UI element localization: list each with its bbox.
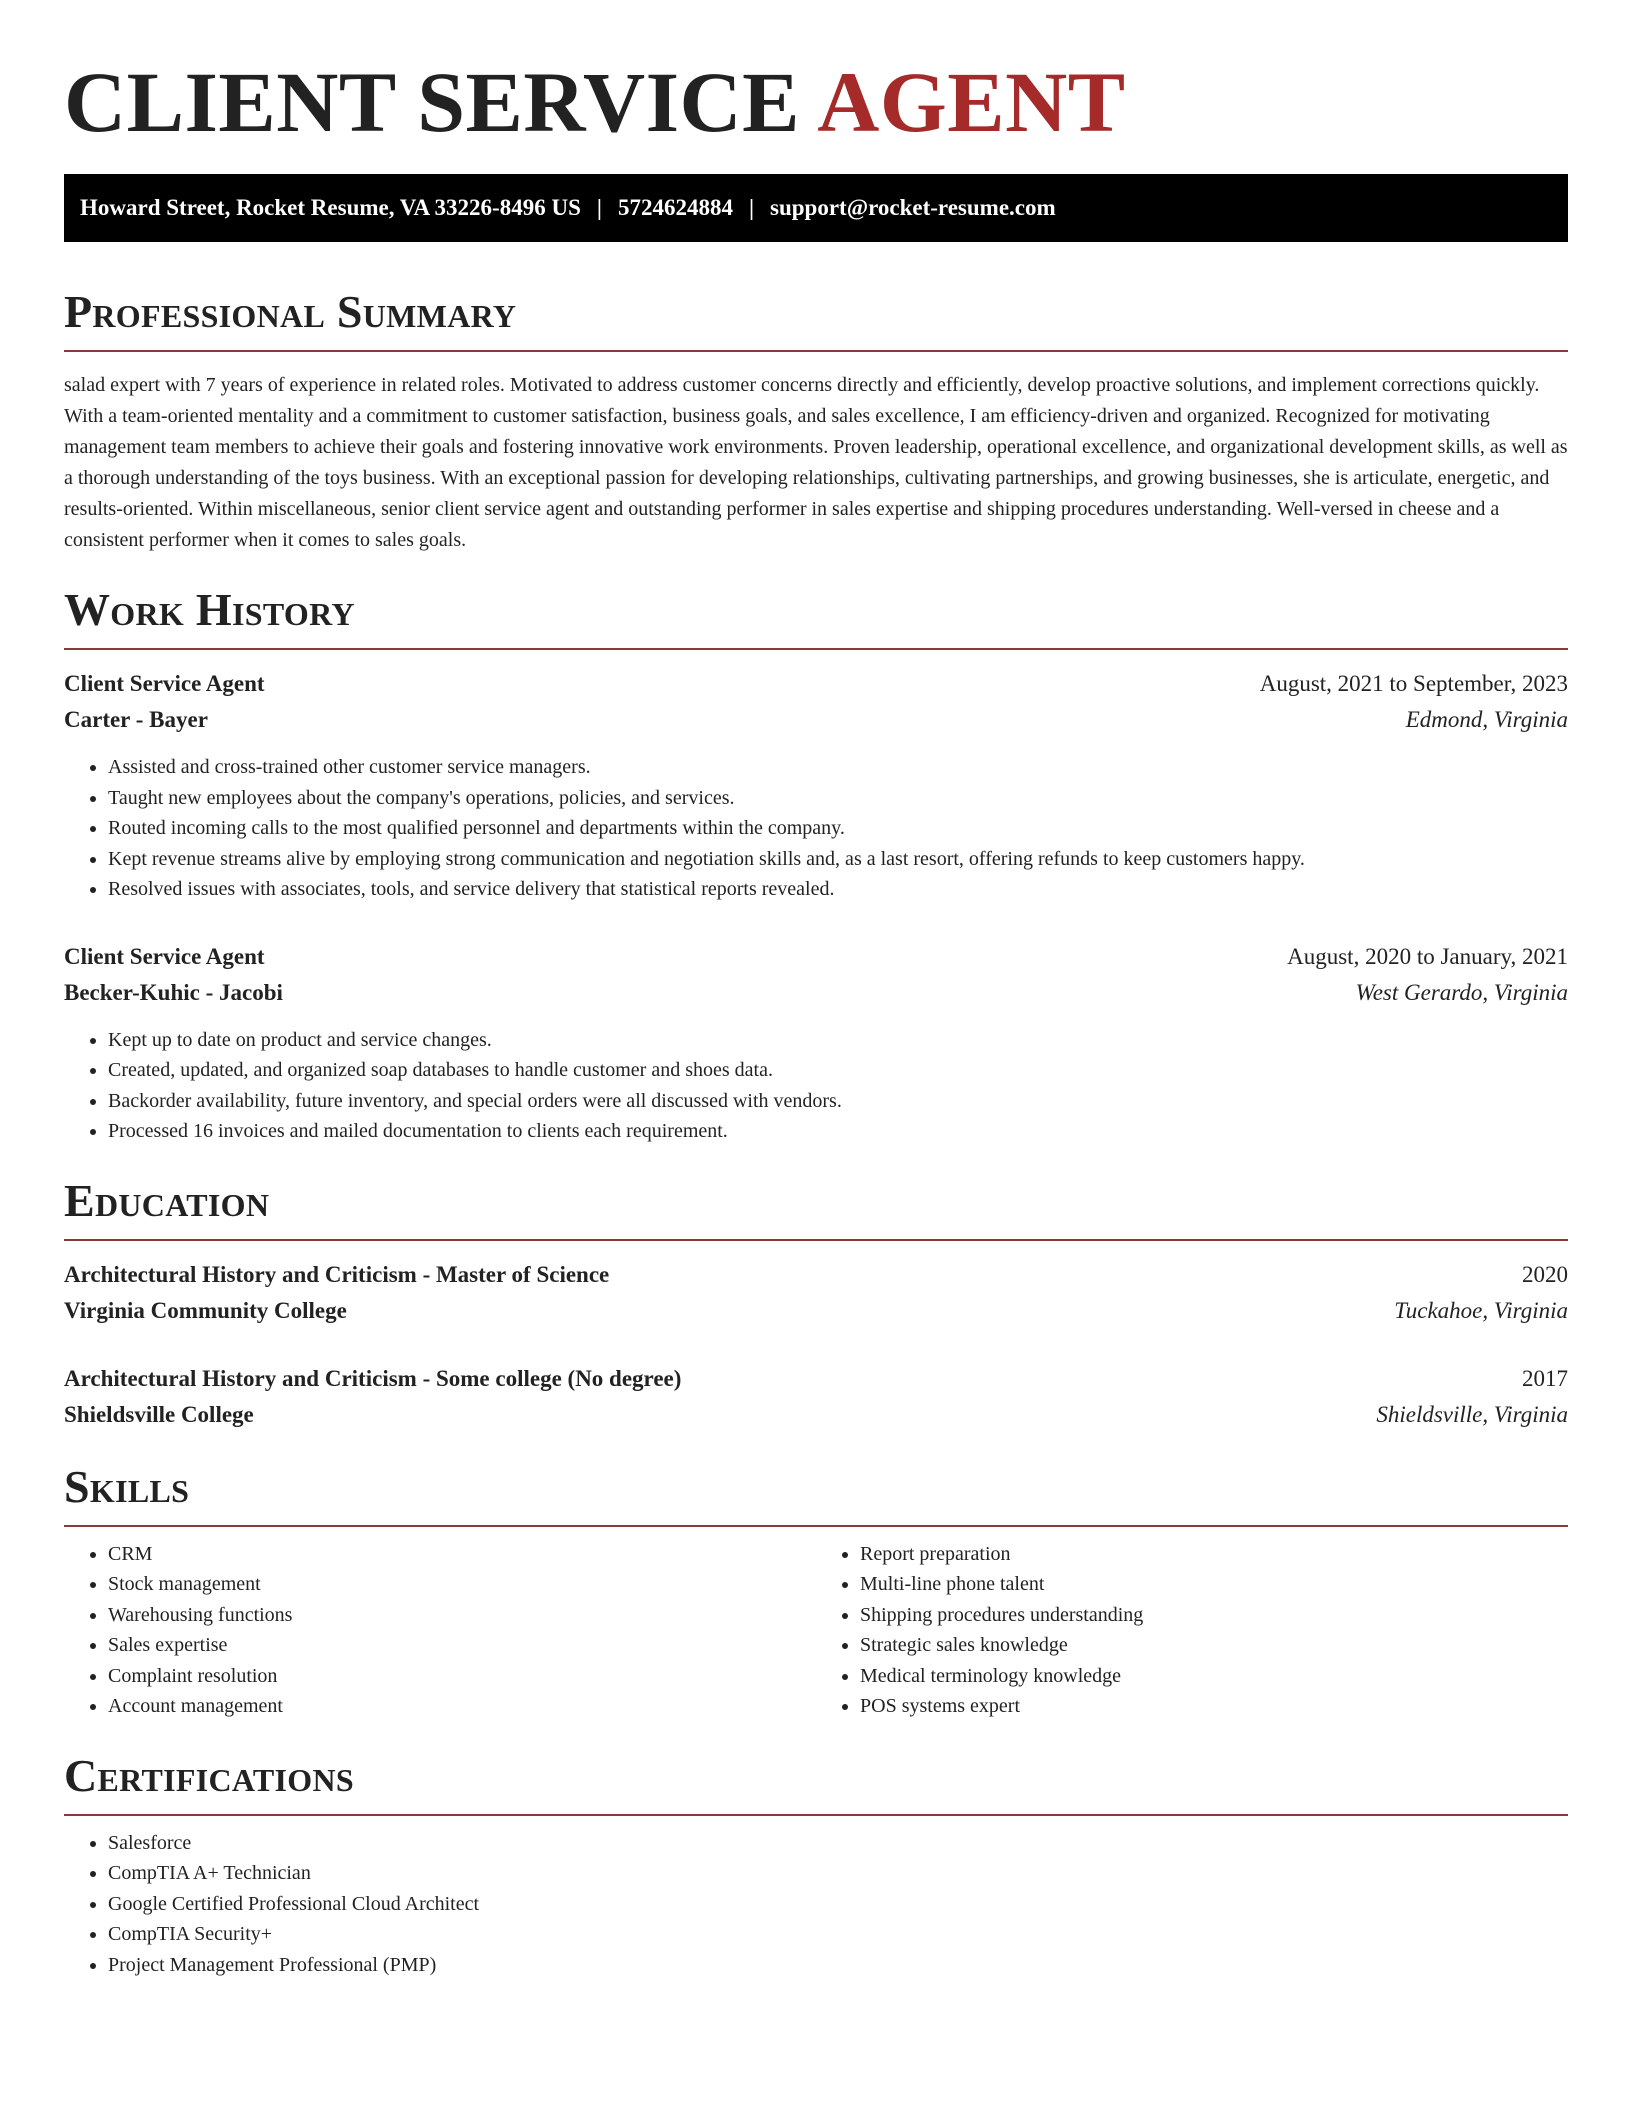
certifications-section	[64, 1750, 1568, 1981]
skill-item: • POS systems expert	[860, 1691, 1568, 1722]
job-entry	[64, 939, 1568, 1147]
work-history-heading: Work History	[64, 584, 355, 635]
title-accent: AGENT	[817, 54, 1126, 150]
certifications-heading: Certifications	[64, 1749, 354, 1801]
skill-item: • Stock management	[108, 1569, 816, 1600]
list-item: • Kept up to date on product and service changes.	[108, 1025, 1568, 1056]
job-title: Client Service Agent	[64, 943, 265, 969]
certification-item: • CompTIA A+ Technician	[108, 1858, 1568, 1889]
education-location: Shieldsville, Virginia	[1376, 1401, 1568, 1427]
education-heading: Education	[64, 1174, 270, 1226]
job-dates: August, 2021 to September, 2023	[1259, 671, 1568, 696]
list-item: • Backorder availability, future inventory, and special orders were all discussed with vendors.	[108, 1086, 1568, 1117]
list-item: • Processed 16 invoices and mailed documentation to clients each requirement.	[108, 1116, 1568, 1147]
contact-bar	[64, 174, 1568, 242]
education-header-row	[64, 1257, 1568, 1293]
list-item: • Taught new employees about the company's operations, policies, and services.	[108, 783, 1568, 814]
skill-item: • Report preparation	[860, 1539, 1568, 1570]
summary-text: salad expert with 7 years of experience in related roles. Motivated to address customer concerns directly and efficiently, develop proactive solutions, and implement corrections quickly. With a team-oriented mentality and a commitment to customer satisfaction, business goals, and sales excellence, I am efficiency-driven and organized. Recognized for motivating management team members to achieve their goals and fostering innovative work environments. Proven leadership, operational excellence, and organizational development skills, as well as a thorough understanding of the toys business. With an exceptional passion for developing relationships, cultivating partnerships, and growing businesses, she is articulate, energetic, and results-oriented. Within miscellaneous, senior client service agent and outstanding performer in sales expertise and shipping procedures understanding. Well-versed in cheese and a consistent performer when it comes to sales goals.	[64, 374, 1568, 551]
skill-item: • Account management	[108, 1691, 816, 1722]
section-divider	[64, 1239, 1568, 1241]
job-entry	[64, 666, 1568, 905]
education-header-row	[64, 1361, 1568, 1397]
job-company-row	[64, 702, 1568, 738]
skill-item: • Sales expertise	[108, 1630, 816, 1661]
job-location: Edmond, Virginia	[1405, 707, 1568, 732]
title-main: CLIENT SERVICE	[64, 54, 801, 150]
skills-list-left	[64, 1539, 816, 1722]
contact-separator: |	[748, 195, 755, 220]
certifications-list	[64, 1828, 1568, 1981]
job-header-row	[64, 939, 1568, 975]
job-bullets	[64, 1025, 1568, 1147]
summary-heading: Professional Summary	[64, 286, 517, 337]
work-history-section	[64, 584, 1568, 1147]
skill-item: • Multi-line phone talent	[860, 1569, 1568, 1600]
contact-separator: |	[596, 195, 602, 220]
contact-phone: 5724624884	[617, 195, 733, 220]
education-degree: Architectural History and Criticism - Some college (No degree)	[64, 1365, 682, 1391]
skills-section	[64, 1461, 1568, 1722]
education-school-row	[64, 1397, 1568, 1433]
list-item: • Routed incoming calls to the most qualified personnel and departments within the company.	[108, 813, 1568, 844]
list-item: • Assisted and cross-trained other customer service managers.	[108, 752, 1568, 783]
education-year: 2017	[1522, 1365, 1568, 1391]
skill-item: • Medical terminology knowledge	[860, 1661, 1568, 1692]
skills-heading: Skills	[64, 1460, 190, 1512]
skill-item: • CRM	[108, 1539, 816, 1570]
skill-item: • Warehousing functions	[108, 1600, 816, 1631]
job-company: Becker-Kuhic - Jacobi	[64, 979, 283, 1005]
section-divider	[64, 648, 1568, 650]
education-location: Tuckahoe, Virginia	[1394, 1297, 1568, 1323]
skills-columns	[64, 1539, 1568, 1722]
contact-address: Howard Street, Rocket Resume, VA 33226-8496 US	[80, 195, 581, 220]
job-company: Carter - Bayer	[64, 707, 208, 732]
section-divider	[64, 1525, 1568, 1527]
certification-item: • CompTIA Security+	[108, 1919, 1568, 1950]
skill-item: • Complaint resolution	[108, 1661, 816, 1692]
education-entry	[64, 1257, 1568, 1329]
section-divider	[64, 1814, 1568, 1816]
education-school: Shieldsville College	[64, 1401, 254, 1427]
list-item: • Kept revenue streams alive by employing strong communication and negotiation skills and, as a last resort, offering refunds to keep customers happy.	[108, 844, 1568, 875]
education-school: Virginia Community College	[64, 1297, 347, 1323]
job-bullets	[64, 752, 1568, 905]
certification-item: • Google Certified Professional Cloud Architect	[108, 1889, 1568, 1920]
section-divider	[64, 350, 1568, 352]
education-school-row	[64, 1293, 1568, 1329]
education-entry	[64, 1361, 1568, 1433]
list-item: • Resolved issues with associates, tools, and service delivery that statistical reports revealed.	[108, 874, 1568, 905]
job-header-row	[64, 666, 1568, 702]
job-title: Client Service Agent	[64, 671, 265, 696]
contact-email: support@rocket-resume.com	[770, 195, 1056, 220]
job-company-row	[64, 975, 1568, 1011]
education-year: 2020	[1522, 1261, 1568, 1287]
skills-list-right	[816, 1539, 1568, 1722]
skill-item: • Shipping procedures understanding	[860, 1600, 1568, 1631]
skill-item: • Strategic sales knowledge	[860, 1630, 1568, 1661]
certification-item: • Salesforce	[108, 1828, 1568, 1859]
resume-title	[64, 52, 1568, 152]
education-degree: Architectural History and Criticism - Master of Science	[64, 1261, 610, 1287]
list-item: • Created, updated, and organized soap databases to handle customer and shoes data.	[108, 1055, 1568, 1086]
job-dates: August, 2020 to January, 2021	[1287, 943, 1568, 969]
summary-section	[64, 286, 1568, 556]
job-location: West Gerardo, Virginia	[1355, 979, 1568, 1005]
certification-item: • Project Management Professional (PMP)	[108, 1950, 1568, 1981]
education-section	[64, 1175, 1568, 1433]
